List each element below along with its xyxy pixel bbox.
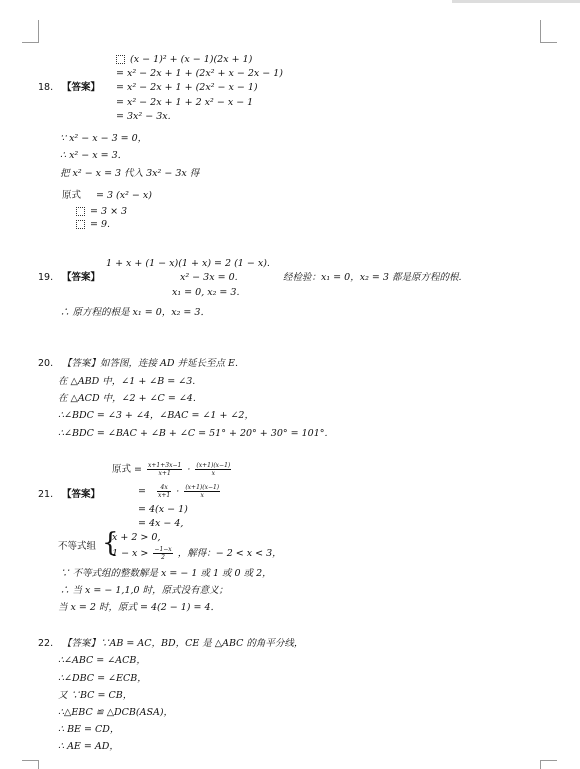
q18-line-4: = 3x² − 3x. [116,111,171,122]
fraction: $\frac{-1-x}{2}$ [154,546,172,561]
q21-line-8: 当 x = 2 时，原式 = 4(2 − 1) = 4． [58,602,221,613]
q20-line-3: 在 △ACD 中，∠2 + ∠C = ∠4. [58,393,196,404]
system-brace: { [102,528,119,558]
q18-original-label: 原式 [62,190,82,201]
q21-line-1: 原式 = $\frac{x+1+3x-1}{x+1}$ · $\frac{(x+1)(x-1)}{x}$ [112,462,231,477]
placeholder-box-icon [116,55,125,64]
q21-number: 21. [38,489,54,500]
q22-number: 22. [38,638,54,649]
q21-answer-tag: 【答案】 [62,489,101,500]
q22-line-4: 又 ∵BC = CB， [58,690,133,701]
q18-line-2: = x² − 2x + 1 + (2x² − x − 1) [116,82,258,93]
q21-line-6: ∵ 不等式组的整数解是 x = − 1 或 1 或 0 或 2， [60,568,272,579]
fraction: $\frac{(x+1)(x-1)}{x}$ [196,462,231,477]
q18-line-1: = x² − 2x + 1 + (2x² + x − 2x − 1) [116,68,284,79]
q20-line-4: ∴∠BDC = ∠3 + ∠4，∠BAC = ∠1 + ∠2， [58,410,254,421]
q21-inequality-2: 1 − x > $\frac{-1-x}{2}$ ，解得：− 2 < x < 3， [112,546,282,561]
q19-answer-tag: 【答案】 [62,272,101,283]
q18-line-3: = x² − 2x + 1 + 2 x² − x − 1 [116,97,254,108]
q22-line-5: ∴△EBC ≌ △DCB(ASA)， [58,707,174,718]
q19-line-2a: x² − 3x = 0. [180,272,238,283]
fraction: $\frac{x+1+3x-1}{x+1}$ [148,462,182,477]
q21-line-2: = $\frac{4x}{x+1}$ · $\frac{(x+1)(x-1)}{x}$ [138,484,220,499]
q22-line-2: ∴∠ABC = ∠ACB， [58,655,146,666]
q20-line-5: ∴∠BDC = ∠BAC + ∠B + ∠C = 51° + 20° + 30° = 101°. [58,428,328,439]
q22-line-1: 【答案】∵AB = AC，BD，CE 是 △ABC 的角平分线， [62,638,304,649]
q18-answer-tag: 【答案】 [62,82,101,93]
placeholder-box-icon [76,220,85,229]
q18-line-6: ∴ x² − x = 3． [60,150,128,161]
q18-number: 18. [38,82,54,93]
q22-line-7: ∴ AE = AD， [58,741,119,752]
fraction: $\frac{4x}{x+1}$ [158,484,171,499]
placeholder-box-icon [76,207,85,216]
q19-number: 19. [38,272,54,283]
q19-line-1: 1 + x + (1 − x)(1 + x) = 2 (1 − x). [106,258,270,269]
q21-line-4: = 4x − 4, [138,518,184,529]
q21-line-3: = 4(x − 1) [138,504,188,515]
q18-line-9: = 3 × 3 [76,206,127,218]
q18-line-5: ∵ x² − x − 3 = 0， [60,133,148,144]
q21-inequality-1: x + 2 > 0, [112,532,161,543]
margin-corner-top-right [540,20,557,43]
q20-number: 20. [38,358,54,369]
margin-corner-top-left [22,20,39,43]
q20-line-1: 【答案】如答图，连接 AD 并延长至点 E. [62,358,238,369]
q18-line-0: (x − 1)² + (x − 1)(2x + 1) [116,54,252,66]
window-edge-shadow [452,0,580,3]
q18-line-10: = 9. [76,219,110,231]
q22-line-3: ∴∠DBC = ∠ECB， [58,673,147,684]
q20-line-2: 在 △ABD 中，∠1 + ∠B = ∠3. [58,376,196,387]
q21-inequality-label: 不等式组 [58,541,97,552]
fraction: $\frac{(x+1)(x-1)}{x}$ [185,484,220,499]
q19-line-4: ∴ 原方程的根是 x₁ = 0，x₂ = 3． [60,307,210,318]
q18-line-8: = 3 (x² − x) [96,190,152,201]
q19-check: 经检验：x₁ = 0，x₂ = 3 都是原方程的根. [283,272,462,283]
q18-line-7: 把 x² − x = 3 代入 3x² − 3x 得 [60,168,200,179]
q21-line-7: ∴ 当 x = − 1,1,0 时，原式没有意义； [60,585,229,596]
q22-line-6: ∴ BE = CD， [58,724,120,735]
q19-line-3: x₁ = 0, x₂ = 3. [172,287,240,298]
